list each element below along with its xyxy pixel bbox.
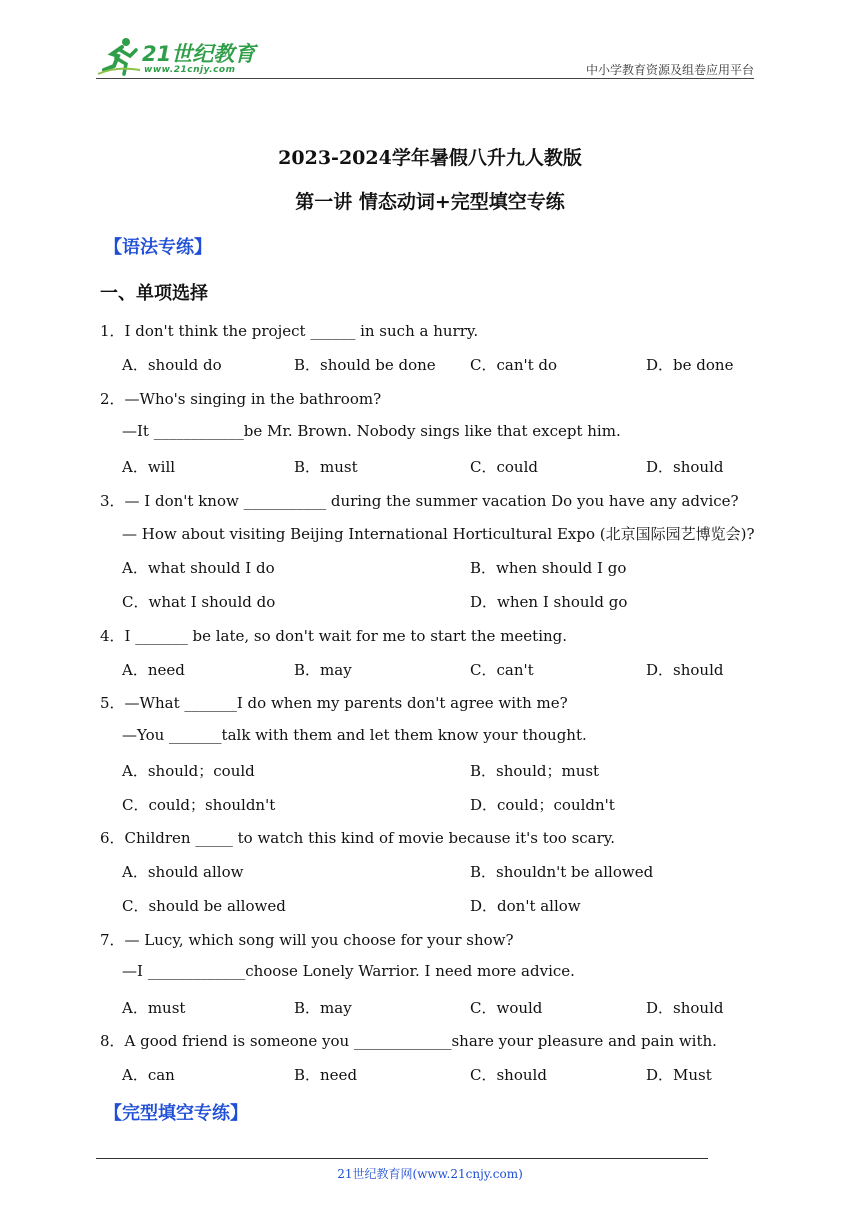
footer-link[interactable]: 21世纪教育网(www.21cnjy.com) xyxy=(337,1167,523,1181)
question-stem: 2．—Who's singing in the bathroom? xyxy=(100,390,382,408)
site-logo[interactable] xyxy=(96,36,266,78)
question-stem: 4．I _______ be late, so don't wait for me to start the meeting. xyxy=(100,627,568,645)
question-stem-line-2: —It ____________be Mr. Brown. Nobody sings like that except him. xyxy=(122,422,621,440)
option-a[interactable]: A．will xyxy=(122,458,176,476)
section-cloze: 【完型填空专练】 xyxy=(104,1103,248,1124)
option-c[interactable]: C．should xyxy=(470,1066,547,1084)
question-stem: 6．Children _____ to watch this kind of movie because it's too scary. xyxy=(100,829,616,847)
option-b[interactable]: B．must xyxy=(294,458,358,476)
section-single-choice: 一、单项选择 xyxy=(100,283,208,304)
option-d[interactable]: D．should xyxy=(646,458,724,476)
header-divider xyxy=(96,78,754,79)
option-a[interactable]: A．should；could xyxy=(122,762,255,780)
footer-divider xyxy=(96,1158,708,1159)
option-d[interactable]: D．should xyxy=(646,661,724,679)
option-c[interactable]: C．can't do xyxy=(470,356,558,374)
option-b[interactable]: B．should be done xyxy=(294,356,436,374)
option-d[interactable]: D．should xyxy=(646,999,724,1017)
question-stem: 3．— I don't know ___________ during the summer vacation Do you have any advice? xyxy=(100,492,739,510)
option-b[interactable]: B．need xyxy=(294,1066,358,1084)
option-d[interactable]: D．when I should go xyxy=(470,593,628,611)
logo-text: 21世纪教育 xyxy=(142,42,256,66)
option-b[interactable]: B．may xyxy=(294,999,352,1017)
option-d[interactable]: D．Must xyxy=(646,1066,712,1084)
question-stem: 8．A good friend is someone you _____________share your pleasure and pain with. xyxy=(100,1032,717,1050)
option-d[interactable]: D．could；couldn't xyxy=(470,796,615,814)
option-d[interactable]: D．don't allow xyxy=(470,897,581,915)
option-b[interactable]: B．should；must xyxy=(470,762,600,780)
option-c[interactable]: C．could；shouldn't xyxy=(122,796,276,814)
option-c[interactable]: C．what I should do xyxy=(122,593,276,611)
option-c[interactable]: C．would xyxy=(470,999,543,1017)
question-stem: 7．— Lucy, which song will you choose for your show? xyxy=(100,931,514,949)
page-title: 2023-2024学年暑假八升九人教版 xyxy=(278,147,582,169)
platform-name: 中小学教育资源及组卷应用平台 xyxy=(585,63,754,77)
option-a[interactable]: A．need xyxy=(122,661,185,679)
option-a[interactable]: A．what should I do xyxy=(122,559,275,577)
option-a[interactable]: A．can xyxy=(122,1066,175,1084)
option-b[interactable]: B．when should I go xyxy=(470,559,627,577)
option-b[interactable]: B．may xyxy=(294,661,352,679)
section-grammar: 【语法专练】 xyxy=(104,237,212,258)
question-stem-line-2: —You _______talk with them and let them know your thought. xyxy=(122,726,587,744)
option-c[interactable]: C．should be allowed xyxy=(122,897,286,915)
option-c[interactable]: C．could xyxy=(470,458,538,476)
page-header xyxy=(0,0,860,80)
option-c[interactable]: C．can't xyxy=(470,661,534,679)
page-subtitle: 第一讲 情态动词+完型填空专练 xyxy=(295,191,565,213)
question-stem: 5．—What _______I do when my parents don't agree with me? xyxy=(100,694,568,712)
question-stem-line-2: — How about visiting Beijing International Horticultural Expo (北京国际园艺博览会)? xyxy=(122,525,755,543)
option-a[interactable]: A．must xyxy=(122,999,186,1017)
option-a[interactable]: A．should allow xyxy=(122,863,244,881)
option-d[interactable]: D．be done xyxy=(646,356,734,374)
runner-logo-icon xyxy=(96,36,142,76)
option-b[interactable]: B．shouldn't be allowed xyxy=(470,863,654,881)
logo-url: www.21cnjy.com xyxy=(144,65,236,75)
question-stem-line-2: —I _____________choose Lonely Warrior. I need more advice. xyxy=(122,962,575,980)
option-a[interactable]: A．should do xyxy=(122,356,222,374)
question-stem: 1．I don't think the project ______ in such a hurry. xyxy=(100,322,479,340)
